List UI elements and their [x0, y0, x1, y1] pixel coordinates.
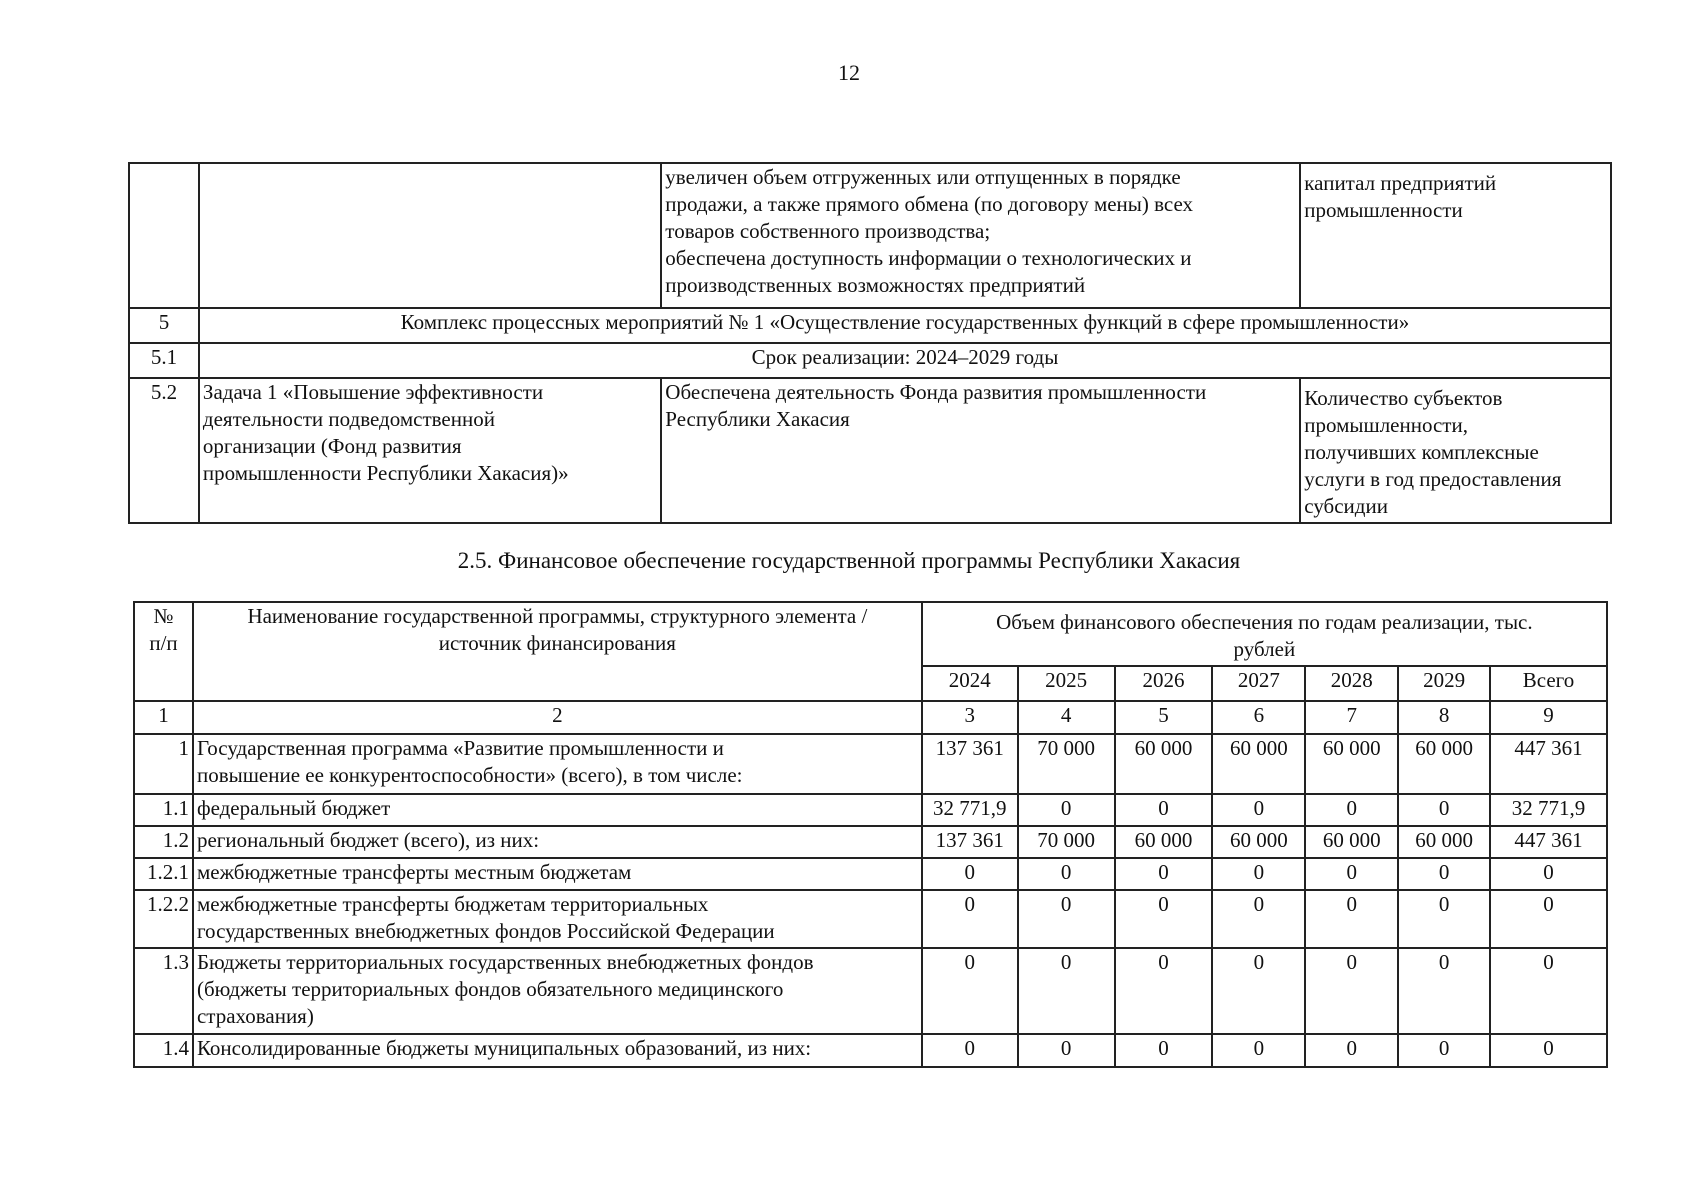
year-header: 2026: [1115, 666, 1213, 701]
page-number: 12: [838, 60, 860, 85]
text-line: Бюджеты территориальных государственных внебюджетных фондов: [196, 950, 814, 974]
year-header: 2029: [1398, 666, 1490, 701]
amount-cell: 0: [1398, 948, 1490, 1034]
amount-cell: 447 361: [1490, 734, 1607, 794]
amount-cell: 0: [1490, 890, 1607, 948]
text-line: федеральный бюджет: [196, 796, 391, 820]
column-number-cell: 6: [1212, 701, 1305, 734]
text-line: промышленности,: [1304, 413, 1468, 437]
text-line: деятельности подведомственной: [202, 407, 495, 431]
column-number-cell: 2: [193, 701, 922, 734]
amount-cell: 137 361: [922, 826, 1018, 858]
text-line: субсидии: [1304, 494, 1388, 518]
text-line: услуги в год предоставления: [1304, 467, 1562, 491]
amount-cell: 0: [1305, 890, 1398, 948]
amount-cell: 0: [1398, 794, 1490, 826]
row-number-cell: 5.1: [129, 343, 199, 378]
amount-cell: 0: [1115, 858, 1213, 890]
indicator-cell: [1300, 378, 1611, 523]
amount-cell: 0: [1115, 948, 1213, 1034]
amount-cell: 0: [1305, 1034, 1398, 1067]
text-line: получивших комплексные: [1304, 440, 1539, 464]
result-cell: [661, 163, 1300, 308]
year-header: 2027: [1212, 666, 1305, 701]
complex-title-cell: Комплекс процессных мероприятий № 1 «Осуществление государственных функций в сфере промышленности»: [199, 308, 1611, 343]
year-header: 2028: [1305, 666, 1398, 701]
table-row: [129, 343, 1611, 378]
amount-cell: 60 000: [1212, 826, 1305, 858]
amount-cell: 0: [1212, 948, 1305, 1034]
row-number-cell: 5.2: [129, 378, 199, 523]
row-number-cell: 1.3: [134, 948, 193, 1034]
amount-cell: 0: [922, 858, 1018, 890]
text-line: производственных возможностях предприятий: [665, 273, 1086, 297]
column-number-cell: 3: [922, 701, 1018, 734]
row-number-cell: 1: [134, 734, 193, 794]
name-header: [193, 602, 922, 701]
source-name-cell: [193, 948, 922, 1034]
row-number-cell: 1.1: [134, 794, 193, 826]
amount-cell: 0: [1018, 890, 1115, 948]
row-number-cell: 1.2.1: [134, 858, 193, 890]
measures-table: [128, 162, 1612, 524]
text-line: промышленности Республики Хакасия)»: [202, 461, 569, 485]
year-header: Всего: [1490, 666, 1607, 701]
amount-cell: 0: [1212, 794, 1305, 826]
amount-cell: 70 000: [1018, 734, 1115, 794]
year-header: 2024: [922, 666, 1018, 701]
amount-cell: 0: [922, 890, 1018, 948]
column-number-cell: 9: [1490, 701, 1607, 734]
text-line: капитал предприятий: [1304, 171, 1497, 195]
row-number-cell: 5: [129, 308, 199, 343]
amount-cell: 447 361: [1490, 826, 1607, 858]
amount-cell: 0: [1398, 1034, 1490, 1067]
amount-cell: 60 000: [1115, 826, 1213, 858]
text-line: увеличен объем отгруженных или отпущенных в порядке: [665, 165, 1181, 189]
source-name-cell: [193, 734, 922, 794]
amount-cell: 0: [1115, 890, 1213, 948]
text-line: государственных внебюджетных фондов Российской Федерации: [196, 919, 775, 943]
amount-cell: 0: [1212, 858, 1305, 890]
amount-cell: 0: [1305, 794, 1398, 826]
text-line: товаров собственного производства;: [665, 219, 991, 243]
column-number-cell: 7: [1305, 701, 1398, 734]
source-name-cell: [193, 794, 922, 826]
amount-cell: 70 000: [1018, 826, 1115, 858]
amount-cell: 0: [1212, 1034, 1305, 1067]
row-number-cell: 1.2: [134, 826, 193, 858]
text-line: промышленности: [1304, 198, 1463, 222]
text-line: п/п: [149, 631, 178, 655]
text-line: Задача 1 «Повышение эффективности: [202, 380, 544, 404]
table-row: [134, 858, 1607, 890]
table-row: [134, 794, 1607, 826]
table-row: [134, 890, 1607, 948]
text-line: страхования): [196, 1004, 314, 1028]
table-row: [134, 948, 1607, 1034]
text-line: Наименование государственной программы, структурного элемента /: [247, 604, 868, 628]
number-header: [134, 602, 193, 701]
amount-cell: 0: [1490, 858, 1607, 890]
text-line: повышение ее конкурентоспособности» (всего), в том числе:: [196, 763, 743, 787]
column-number-cell: 8: [1398, 701, 1490, 734]
text-line: обеспечена доступность информации о технологических и: [665, 246, 1192, 270]
table-row: [134, 826, 1607, 858]
table-row: [129, 378, 1611, 523]
text-line: межбюджетные трансферты местным бюджетам: [196, 860, 632, 884]
source-name-cell: [193, 858, 922, 890]
term-cell: Срок реализации: 2024–2029 годы: [199, 343, 1611, 378]
year-header: 2025: [1018, 666, 1115, 701]
table-row: [129, 163, 1611, 308]
text-line: №: [153, 604, 174, 628]
row-number-cell: 1.4: [134, 1034, 193, 1067]
amount-cell: 0: [922, 948, 1018, 1034]
table-row: [134, 1034, 1607, 1067]
task-cell: [199, 378, 661, 523]
amount-cell: 0: [1212, 890, 1305, 948]
amount-cell: 0: [1305, 858, 1398, 890]
text-line: Объем финансового обеспечения по годам реализации, тыс.: [996, 610, 1533, 634]
amount-cell: 60 000: [1305, 734, 1398, 794]
column-numbers-row: [134, 701, 1607, 734]
text-line: Республики Хакасия: [665, 407, 850, 431]
text-line: межбюджетные трансферты бюджетам территориальных: [196, 892, 709, 916]
column-number-cell: 5: [1115, 701, 1213, 734]
text-line: организации (Фонд развития: [202, 434, 462, 458]
table-row: [129, 308, 1611, 343]
amount-cell: 0: [1115, 1034, 1213, 1067]
text-line: рублей: [1233, 637, 1296, 661]
text-line: региональный бюджет (всего), из них:: [196, 828, 540, 852]
text-line: источник финансирования: [438, 631, 676, 655]
text-line: Обеспечена деятельность Фонда развития промышленности: [665, 380, 1207, 404]
financing-table: [133, 601, 1608, 1068]
amount-cell: 32 771,9: [1490, 794, 1607, 826]
amount-cell: 0: [1018, 948, 1115, 1034]
amount-cell: 0: [1305, 948, 1398, 1034]
row-number-cell: 1.2.2: [134, 890, 193, 948]
amount-cell: 0: [1115, 794, 1213, 826]
text-line: Государственная программа «Развитие промышленности и: [196, 736, 724, 760]
amount-cell: 0: [1018, 794, 1115, 826]
text-line: Консолидированные бюджеты муниципальных образований, из них:: [196, 1036, 812, 1060]
header-row: [134, 602, 1607, 666]
amount-cell: 0: [1398, 890, 1490, 948]
amount-cell: 0: [1490, 948, 1607, 1034]
amount-cell: 60 000: [1398, 826, 1490, 858]
table-row: [134, 734, 1607, 794]
amount-cell: 60 000: [1212, 734, 1305, 794]
amount-cell: 0: [1490, 1034, 1607, 1067]
source-name-cell: [193, 826, 922, 858]
amount-cell: 32 771,9: [922, 794, 1018, 826]
amount-cell: 0: [1018, 858, 1115, 890]
amount-cell: 0: [922, 1034, 1018, 1067]
column-number-cell: 1: [134, 701, 193, 734]
amount-cell: 0: [1398, 858, 1490, 890]
text-line: продажи, а также прямого обмена (по договору мены) всех: [665, 192, 1194, 216]
section-title: 2.5. Финансовое обеспечение государственной программы Республики Хакасия: [457, 548, 1241, 573]
amount-cell: 0: [1018, 1034, 1115, 1067]
column-number-cell: 4: [1018, 701, 1115, 734]
indicator-cell: [1300, 163, 1611, 308]
text-line: Количество субъектов: [1304, 386, 1503, 410]
source-name-cell: [193, 1034, 922, 1067]
task-cell: [199, 163, 661, 308]
text-line: (бюджеты территориальных фондов обязательного медицинского: [196, 977, 784, 1001]
amount-cell: 137 361: [922, 734, 1018, 794]
result-cell: [661, 378, 1300, 523]
source-name-cell: [193, 890, 922, 948]
amount-cell: 60 000: [1398, 734, 1490, 794]
volume-header: [922, 602, 1607, 666]
row-number-cell: [129, 163, 199, 308]
amount-cell: 60 000: [1115, 734, 1213, 794]
amount-cell: 60 000: [1305, 826, 1398, 858]
